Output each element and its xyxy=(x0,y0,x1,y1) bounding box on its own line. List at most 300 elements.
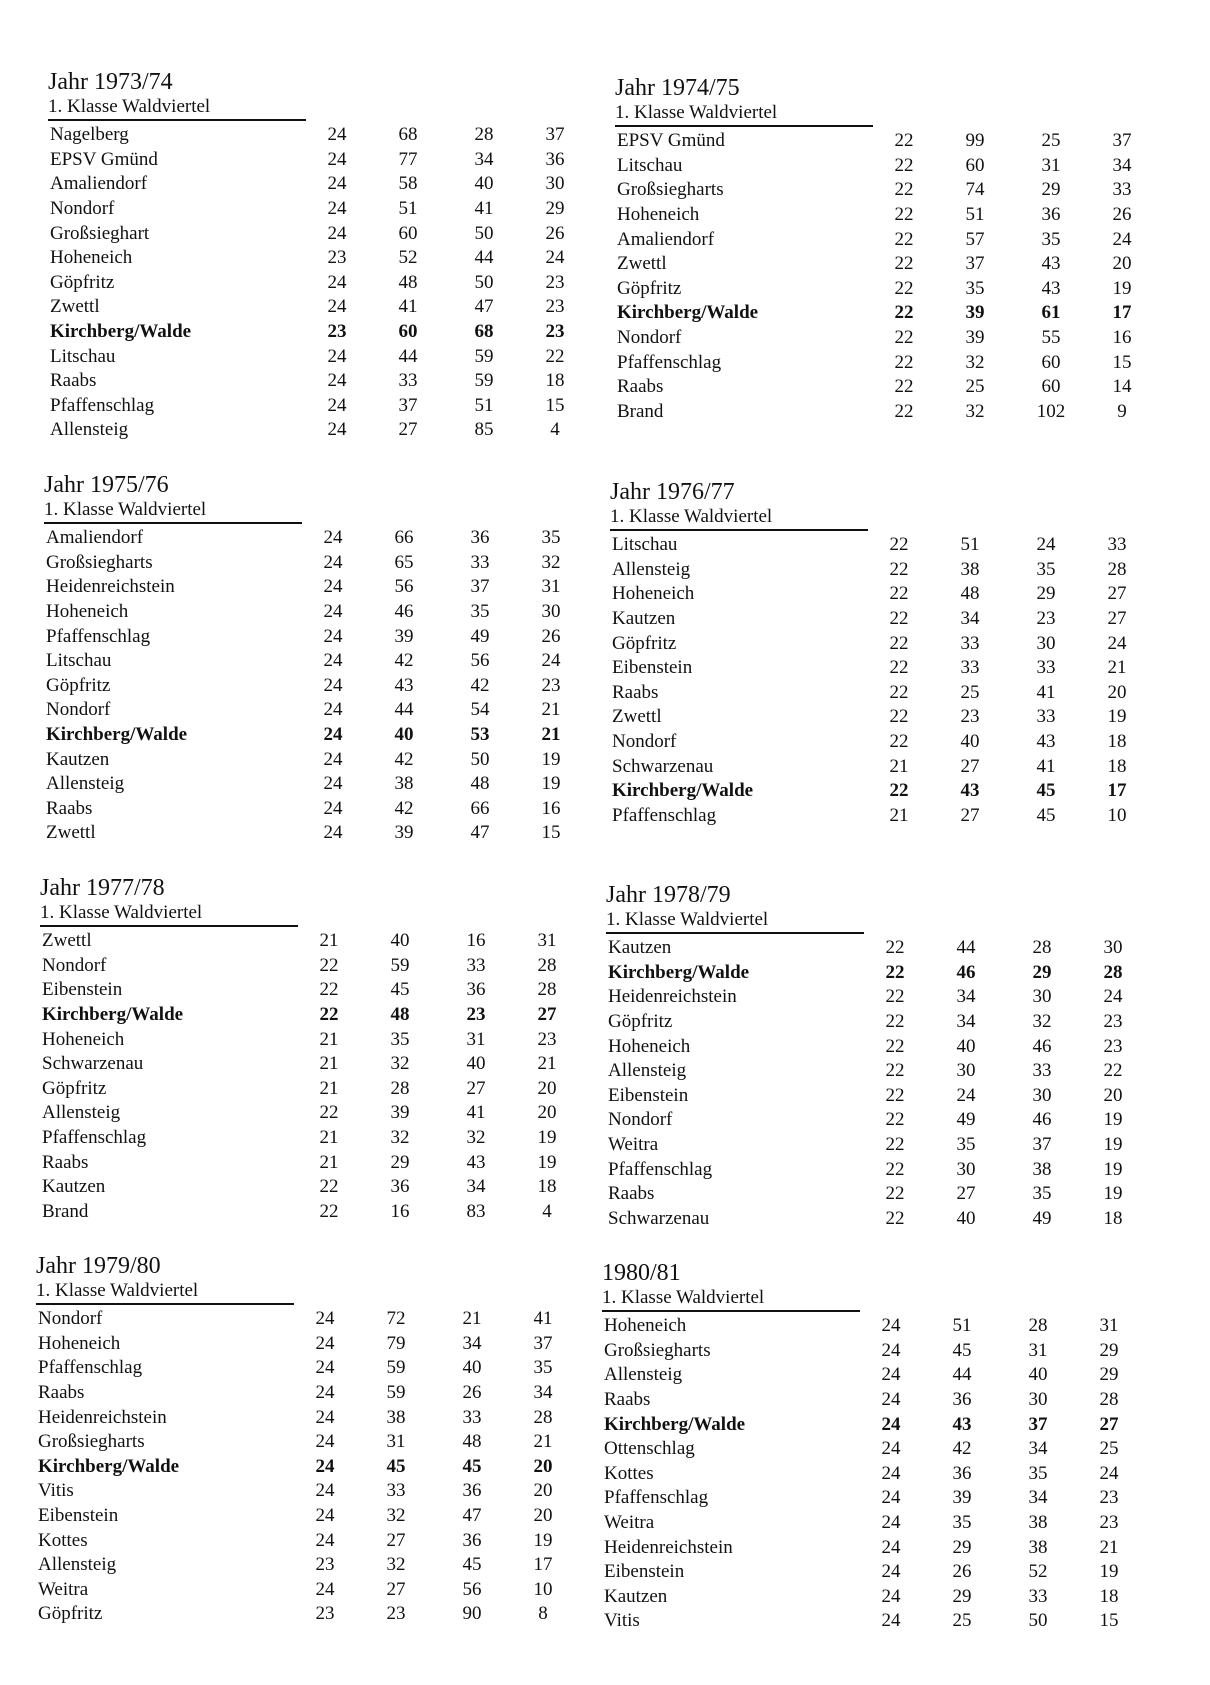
stat-value: 36 xyxy=(390,1176,410,1198)
stat-value: 24 xyxy=(327,198,347,220)
stat-value: 24 xyxy=(1036,534,1056,556)
team-name: Eibenstein xyxy=(612,657,693,679)
table-row xyxy=(602,1486,1162,1511)
team-name: EPSV Gmünd xyxy=(617,130,725,152)
stat-value: 53 xyxy=(470,724,490,746)
stat-value: 27 xyxy=(960,804,980,826)
stat-value: 24 xyxy=(327,419,347,441)
stat-value: 21 xyxy=(319,930,339,952)
stat-value: 17 xyxy=(533,1554,553,1576)
stat-value: 99 xyxy=(965,130,985,152)
stat-value: 19 xyxy=(537,1127,557,1149)
stat-value: 8 xyxy=(538,1603,548,1625)
stat-value: 24 xyxy=(315,1308,335,1330)
stat-value: 48 xyxy=(398,271,418,293)
stat-value: 24 xyxy=(327,271,347,293)
stat-value: 24 xyxy=(327,370,347,392)
team-name: Hoheneich xyxy=(46,601,129,623)
stat-value: 24 xyxy=(315,1578,335,1600)
table-row xyxy=(606,985,1166,1010)
stat-value: 56 xyxy=(462,1578,482,1600)
stat-value: 37 xyxy=(1112,130,1132,152)
team-name: Zwettl xyxy=(46,822,96,844)
stat-value: 37 xyxy=(398,394,418,416)
league-name: 1. Klasse Waldviertel xyxy=(615,102,873,127)
stat-value: 23 xyxy=(386,1603,406,1625)
table-row xyxy=(40,1175,600,1200)
stat-value: 24 xyxy=(881,1364,901,1386)
table-row xyxy=(36,1602,596,1627)
stat-value: 68 xyxy=(398,124,418,146)
table-row xyxy=(44,772,604,797)
stat-value: 14 xyxy=(1112,376,1132,398)
stat-value: 50 xyxy=(474,271,494,293)
team-name: Allensteig xyxy=(42,1102,121,1124)
team-name: Pfaffenschlag xyxy=(50,394,155,416)
team-name: Kirchberg/Walde xyxy=(617,302,759,324)
stat-value: 35 xyxy=(1028,1462,1048,1484)
table-row xyxy=(44,674,604,699)
table-row xyxy=(36,1479,596,1504)
stat-value: 21 xyxy=(537,1053,557,1075)
stat-value: 28 xyxy=(1107,558,1127,580)
stat-value: 21 xyxy=(319,1028,339,1050)
team-name: Heidenreichstein xyxy=(38,1406,167,1428)
stat-value: 28 xyxy=(474,124,494,146)
stat-value: 32 xyxy=(541,551,561,573)
stat-value: 27 xyxy=(398,419,418,441)
stat-value: 21 xyxy=(1107,657,1127,679)
stat-value: 23 xyxy=(545,271,565,293)
stat-value: 51 xyxy=(398,198,418,220)
stat-value: 52 xyxy=(398,247,418,269)
team-name: Heidenreichstein xyxy=(46,576,175,598)
team-name: Heidenreichstein xyxy=(608,986,737,1008)
stat-value: 83 xyxy=(466,1200,486,1222)
stat-value: 22 xyxy=(894,228,914,250)
stat-value: 15 xyxy=(1112,351,1132,373)
stat-value: 15 xyxy=(1099,1610,1119,1632)
stat-value: 24 xyxy=(881,1561,901,1583)
team-name: Hoheneich xyxy=(50,247,133,269)
table-row xyxy=(602,1585,1162,1610)
team-name: Raabs xyxy=(38,1382,85,1404)
team-name: Eibenstein xyxy=(604,1561,685,1583)
stat-value: 22 xyxy=(885,1109,905,1131)
stat-value: 41 xyxy=(1036,681,1056,703)
stat-value: 35 xyxy=(1041,228,1061,250)
team-name: Schwarzenau xyxy=(612,755,714,777)
stat-value: 16 xyxy=(390,1200,410,1222)
team-name: Großsiegharts xyxy=(38,1431,145,1453)
team-name: Raabs xyxy=(42,1151,89,1173)
stat-value: 30 xyxy=(541,601,561,623)
stat-value: 19 xyxy=(1112,277,1132,299)
season-block-1974-75 xyxy=(615,74,1175,424)
stat-value: 41 xyxy=(1036,755,1056,777)
team-name: Zwettl xyxy=(617,253,667,275)
stat-value: 18 xyxy=(1103,1207,1123,1229)
stat-value: 46 xyxy=(956,961,976,983)
stat-value: 22 xyxy=(319,1200,339,1222)
team-name: Großsiegharts xyxy=(46,551,153,573)
team-name: Kottes xyxy=(604,1462,654,1484)
team-name: Kirchberg/Walde xyxy=(608,961,750,983)
stat-value: 24 xyxy=(327,296,347,318)
stat-value: 28 xyxy=(533,1406,553,1428)
table-row xyxy=(606,1182,1166,1207)
stat-value: 18 xyxy=(1099,1585,1119,1607)
team-name: Allensteig xyxy=(50,419,129,441)
stat-value: 51 xyxy=(965,204,985,226)
stat-value: 29 xyxy=(952,1585,972,1607)
season-block-1977-78 xyxy=(40,874,600,1224)
stat-value: 28 xyxy=(537,979,557,1001)
stat-value: 47 xyxy=(462,1505,482,1527)
stat-value: 46 xyxy=(1032,1035,1052,1057)
stat-value: 19 xyxy=(1103,1109,1123,1131)
stat-value: 21 xyxy=(1099,1536,1119,1558)
stat-value: 24 xyxy=(541,650,561,672)
stat-value: 28 xyxy=(1103,961,1123,983)
stat-value: 37 xyxy=(1032,1134,1052,1156)
team-name: Eibenstein xyxy=(42,979,123,1001)
table-row xyxy=(48,197,608,222)
table-row xyxy=(40,954,600,979)
stat-value: 24 xyxy=(315,1480,335,1502)
team-name: Nondorf xyxy=(608,1109,673,1131)
table-row xyxy=(615,203,1175,228)
stat-value: 38 xyxy=(1028,1536,1048,1558)
team-name: Raabs xyxy=(46,797,93,819)
table-row xyxy=(44,723,604,748)
stat-value: 79 xyxy=(386,1332,406,1354)
team-name: Kautzen xyxy=(46,748,110,770)
stat-value: 35 xyxy=(965,277,985,299)
stat-value: 23 xyxy=(541,674,561,696)
stat-value: 20 xyxy=(537,1102,557,1124)
stat-value: 51 xyxy=(952,1315,972,1337)
stat-value: 27 xyxy=(1107,608,1127,630)
table-row xyxy=(615,301,1175,326)
stat-value: 27 xyxy=(960,755,980,777)
stat-value: 31 xyxy=(1041,154,1061,176)
stat-value: 29 xyxy=(545,198,565,220)
stat-value: 18 xyxy=(1107,731,1127,753)
table-row xyxy=(602,1388,1162,1413)
stat-value: 34 xyxy=(466,1176,486,1198)
season-block-1976-77 xyxy=(610,478,1170,828)
stat-value: 27 xyxy=(1099,1413,1119,1435)
stat-value: 34 xyxy=(1028,1487,1048,1509)
league-name: 1. Klasse Waldviertel xyxy=(48,96,306,121)
team-name: Pfaffenschlag xyxy=(608,1158,713,1180)
stat-value: 28 xyxy=(1099,1389,1119,1411)
league-name: 1. Klasse Waldviertel xyxy=(44,499,302,524)
stat-value: 16 xyxy=(466,930,486,952)
stat-value: 44 xyxy=(394,699,414,721)
stat-value: 31 xyxy=(466,1028,486,1050)
team-name: Göpfritz xyxy=(612,632,677,654)
stat-value: 16 xyxy=(541,797,561,819)
stat-value: 22 xyxy=(894,253,914,275)
stat-value: 23 xyxy=(315,1603,335,1625)
stat-value: 24 xyxy=(881,1585,901,1607)
stat-value: 32 xyxy=(965,400,985,422)
stat-value: 28 xyxy=(1032,937,1052,959)
stat-value: 18 xyxy=(537,1176,557,1198)
stat-value: 22 xyxy=(889,706,909,728)
stat-value: 41 xyxy=(466,1102,486,1124)
table-row xyxy=(48,123,608,148)
league-name: 1. Klasse Waldviertel xyxy=(606,909,864,934)
stat-value: 30 xyxy=(1032,986,1052,1008)
stat-value: 66 xyxy=(394,527,414,549)
stat-value: 43 xyxy=(1041,253,1061,275)
stat-value: 41 xyxy=(474,198,494,220)
stat-value: 22 xyxy=(889,583,909,605)
stat-value: 54 xyxy=(470,699,490,721)
stat-value: 22 xyxy=(889,681,909,703)
team-name: Schwarzenau xyxy=(608,1207,710,1229)
table-row xyxy=(48,221,608,246)
stat-value: 40 xyxy=(474,173,494,195)
stat-value: 27 xyxy=(956,1183,976,1205)
team-name: Weitra xyxy=(608,1134,659,1156)
stat-value: 21 xyxy=(541,724,561,746)
team-name: Amaliendorf xyxy=(50,173,148,195)
stat-value: 21 xyxy=(319,1077,339,1099)
stat-value: 41 xyxy=(533,1308,553,1330)
team-name: Weitra xyxy=(604,1512,655,1534)
stat-value: 42 xyxy=(952,1438,972,1460)
stat-value: 85 xyxy=(474,419,494,441)
stat-value: 33 xyxy=(1028,1585,1048,1607)
stat-value: 38 xyxy=(1032,1158,1052,1180)
stat-value: 22 xyxy=(894,376,914,398)
stat-value: 43 xyxy=(394,674,414,696)
stat-value: 24 xyxy=(881,1315,901,1337)
stat-value: 22 xyxy=(894,302,914,324)
stat-value: 23 xyxy=(466,1004,486,1026)
table-row xyxy=(606,1157,1166,1182)
stat-value: 24 xyxy=(323,724,343,746)
stat-value: 22 xyxy=(885,1134,905,1156)
stat-value: 24 xyxy=(881,1389,901,1411)
season-title: Jahr 1974/75 xyxy=(615,75,740,101)
stat-value: 24 xyxy=(323,797,343,819)
table-row xyxy=(48,344,608,369)
stat-value: 23 xyxy=(537,1028,557,1050)
stat-value: 50 xyxy=(474,222,494,244)
team-name: Göpfritz xyxy=(608,1011,673,1033)
stat-value: 45 xyxy=(386,1455,406,1477)
team-name: Brand xyxy=(617,400,664,422)
team-name: Heidenreichstein xyxy=(604,1536,733,1558)
stat-value: 42 xyxy=(394,650,414,672)
stat-value: 9 xyxy=(1117,400,1127,422)
stat-value: 60 xyxy=(398,321,418,343)
table-row xyxy=(48,148,608,173)
table-row xyxy=(36,1430,596,1455)
table-row xyxy=(36,1455,596,1480)
stat-value: 22 xyxy=(889,632,909,654)
stat-value: 23 xyxy=(545,296,565,318)
team-name: Eibenstein xyxy=(38,1505,119,1527)
team-name: Göpfritz xyxy=(42,1077,107,1099)
table-row xyxy=(36,1553,596,1578)
stat-value: 60 xyxy=(965,154,985,176)
table-row xyxy=(36,1332,596,1357)
table-row xyxy=(36,1578,596,1603)
stat-value: 38 xyxy=(1028,1512,1048,1534)
stat-value: 44 xyxy=(398,345,418,367)
team-name: Amaliendorf xyxy=(617,228,715,250)
table-row xyxy=(36,1528,596,1553)
stat-value: 25 xyxy=(965,376,985,398)
stat-value: 20 xyxy=(533,1480,553,1502)
stat-value: 22 xyxy=(889,780,909,802)
stat-value: 23 xyxy=(327,321,347,343)
stat-value: 55 xyxy=(1041,327,1061,349)
stat-value: 47 xyxy=(470,822,490,844)
stat-value: 19 xyxy=(1099,1561,1119,1583)
table-row xyxy=(610,558,1170,583)
stat-value: 19 xyxy=(1107,706,1127,728)
stat-value: 26 xyxy=(1112,204,1132,226)
table-row xyxy=(606,1034,1166,1059)
stat-value: 21 xyxy=(319,1151,339,1173)
stat-value: 45 xyxy=(390,979,410,1001)
stat-value: 25 xyxy=(952,1610,972,1632)
stat-value: 31 xyxy=(541,576,561,598)
stat-value: 48 xyxy=(470,773,490,795)
stat-value: 19 xyxy=(541,748,561,770)
stat-value: 49 xyxy=(956,1109,976,1131)
stat-value: 22 xyxy=(894,277,914,299)
stat-value: 24 xyxy=(315,1332,335,1354)
stat-value: 22 xyxy=(1103,1060,1123,1082)
stat-value: 22 xyxy=(319,979,339,1001)
stat-value: 49 xyxy=(1032,1207,1052,1229)
stat-value: 19 xyxy=(1103,1183,1123,1205)
team-name: Raabs xyxy=(604,1389,651,1411)
stat-value: 45 xyxy=(462,1455,482,1477)
stat-value: 24 xyxy=(327,148,347,170)
table-row xyxy=(615,326,1175,351)
table-row xyxy=(40,929,600,954)
team-name: Allensteig xyxy=(604,1364,683,1386)
stat-value: 30 xyxy=(956,1158,976,1180)
stat-value: 24 xyxy=(323,576,343,598)
table-row xyxy=(610,656,1170,681)
stat-value: 24 xyxy=(1112,228,1132,250)
stat-value: 22 xyxy=(885,1035,905,1057)
table-row xyxy=(36,1356,596,1381)
stat-value: 24 xyxy=(881,1487,901,1509)
stat-value: 24 xyxy=(323,822,343,844)
table-row xyxy=(36,1504,596,1529)
team-name: Kirchberg/Walde xyxy=(604,1413,746,1435)
stat-value: 30 xyxy=(1103,937,1123,959)
stat-value: 21 xyxy=(319,1127,339,1149)
table-row xyxy=(606,1059,1166,1084)
team-name: Kirchberg/Walde xyxy=(612,780,754,802)
season-title: Jahr 1978/79 xyxy=(606,882,731,908)
stat-value: 43 xyxy=(1041,277,1061,299)
team-name: Allensteig xyxy=(46,773,125,795)
stat-value: 31 xyxy=(537,930,557,952)
team-name: Göpfritz xyxy=(38,1603,103,1625)
table-row xyxy=(44,551,604,576)
stat-value: 37 xyxy=(1028,1413,1048,1435)
league-name: 1. Klasse Waldviertel xyxy=(610,506,868,531)
stat-value: 23 xyxy=(315,1554,335,1576)
stat-value: 32 xyxy=(466,1127,486,1149)
team-name: Litschau xyxy=(50,345,116,367)
stat-value: 26 xyxy=(462,1382,482,1404)
stat-value: 19 xyxy=(541,773,561,795)
stat-value: 24 xyxy=(1107,632,1127,654)
stat-value: 21 xyxy=(462,1308,482,1330)
table-row xyxy=(40,1003,600,1028)
stat-value: 46 xyxy=(1032,1109,1052,1131)
team-name: Allensteig xyxy=(612,558,691,580)
stat-value: 27 xyxy=(386,1578,406,1600)
stat-value: 24 xyxy=(327,345,347,367)
stat-value: 30 xyxy=(1032,1084,1052,1106)
stat-value: 22 xyxy=(885,961,905,983)
stat-value: 10 xyxy=(1107,804,1127,826)
stat-value: 36 xyxy=(545,148,565,170)
team-name: Raabs xyxy=(612,681,659,703)
stat-value: 25 xyxy=(1041,130,1061,152)
stat-value: 17 xyxy=(1112,302,1132,324)
stat-value: 26 xyxy=(952,1561,972,1583)
stat-value: 34 xyxy=(960,608,980,630)
stat-value: 51 xyxy=(474,394,494,416)
table-row xyxy=(610,754,1170,779)
table-row xyxy=(606,961,1166,986)
table-row xyxy=(610,631,1170,656)
stat-value: 35 xyxy=(390,1028,410,1050)
league-name: 1. Klasse Waldviertel xyxy=(602,1287,860,1312)
stat-value: 38 xyxy=(960,558,980,580)
stat-value: 74 xyxy=(965,179,985,201)
team-name: Kirchberg/Walde xyxy=(46,724,188,746)
stat-value: 28 xyxy=(390,1077,410,1099)
stat-value: 66 xyxy=(470,797,490,819)
table-row xyxy=(40,1052,600,1077)
team-name: Hoheneich xyxy=(608,1035,691,1057)
table-row xyxy=(610,804,1170,829)
table-row xyxy=(610,779,1170,804)
table-row xyxy=(602,1560,1162,1585)
stat-value: 22 xyxy=(889,558,909,580)
stat-value: 90 xyxy=(462,1603,482,1625)
table-row xyxy=(48,369,608,394)
stat-value: 15 xyxy=(541,822,561,844)
table-row xyxy=(40,1027,600,1052)
stat-value: 56 xyxy=(394,576,414,598)
stat-value: 18 xyxy=(545,370,565,392)
stat-value: 32 xyxy=(390,1053,410,1075)
stat-value: 33 xyxy=(470,551,490,573)
stat-value: 60 xyxy=(398,222,418,244)
season-title: 1980/81 xyxy=(602,1260,681,1286)
stat-value: 37 xyxy=(965,253,985,275)
stat-value: 24 xyxy=(1099,1462,1119,1484)
